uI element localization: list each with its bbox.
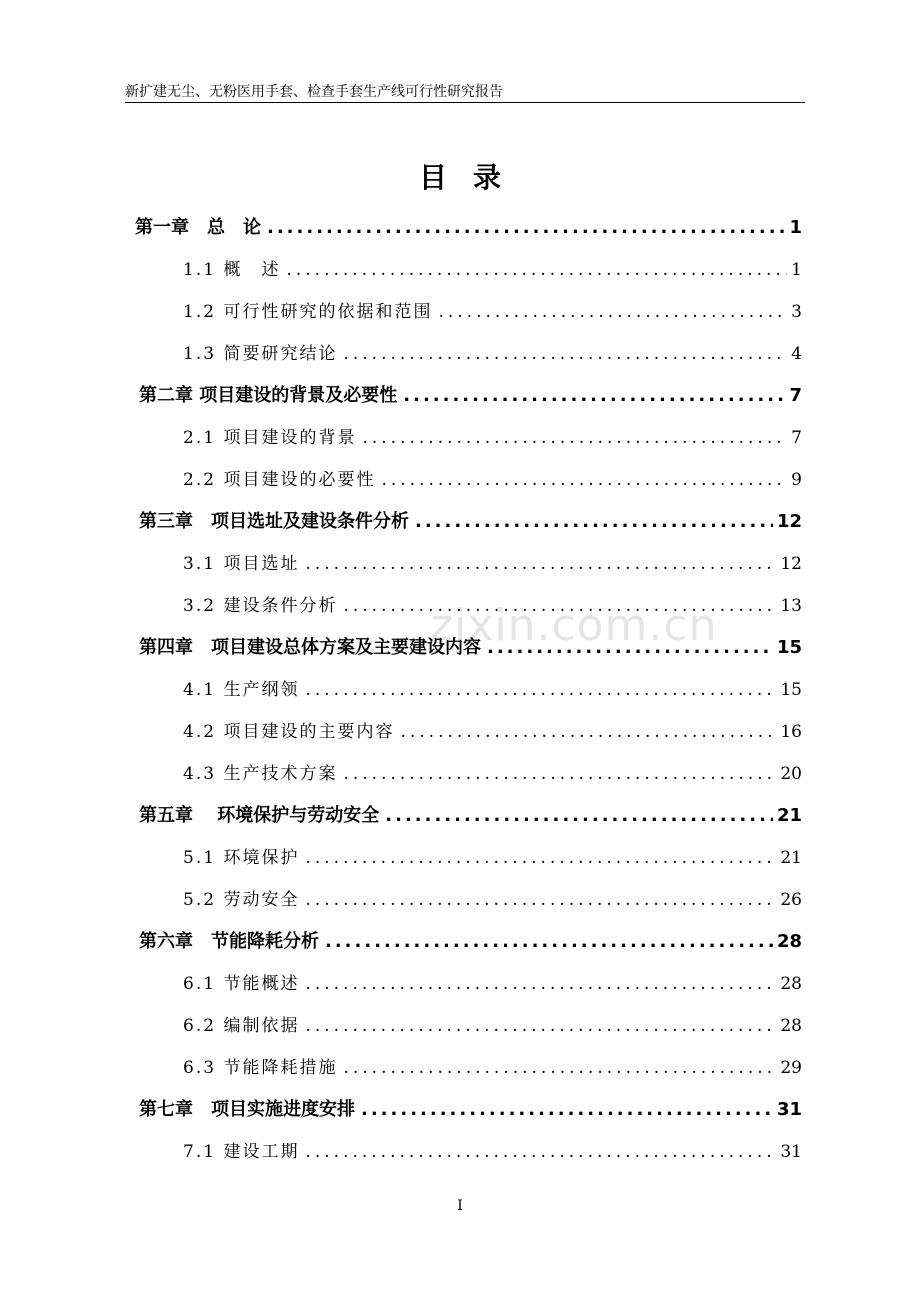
toc-entry-label: 6.1 节能概述 — [183, 974, 300, 994]
toc-entry-label: 6.2 编制依据 — [183, 1016, 300, 1036]
toc-entry[interactable] — [139, 927, 802, 957]
toc-leader-dots — [305, 1011, 776, 1041]
toc-entry-label: 第五章 环境保护与劳动安全 — [139, 805, 380, 826]
toc-entry-label: 5.1 环境保护 — [183, 848, 300, 868]
toc-leader-dots — [438, 297, 787, 327]
toc-entry-page: 7 — [789, 385, 802, 406]
toc-entry-page: 12 — [776, 511, 802, 532]
toc-leader-dots — [343, 339, 787, 369]
toc-entry-page: 15 — [780, 680, 802, 700]
toc-entry-page: 26 — [780, 890, 802, 910]
toc-entry[interactable] — [183, 1137, 802, 1167]
toc-leader-dots — [361, 1095, 773, 1125]
toc-leader-dots — [362, 423, 787, 453]
toc-entry-label: 第二章 项目建设的背景及必要性 — [139, 385, 398, 406]
toc-entry-label: 4.3 生产技术方案 — [183, 764, 338, 784]
toc-leader-dots — [400, 717, 776, 747]
toc-entry-label: 1.3 简要研究结论 — [183, 344, 338, 364]
toc-entry-page: 13 — [780, 596, 802, 616]
toc-leader-dots — [267, 213, 785, 243]
toc-entry-page: 9 — [791, 470, 802, 490]
toc-entry[interactable] — [183, 1053, 802, 1083]
toc-entry-page: 21 — [780, 848, 802, 868]
toc-entry-label: 第七章 项目实施进度安排 — [139, 1099, 355, 1120]
toc-leader-dots — [305, 843, 776, 873]
toc-entry-page: 29 — [780, 1058, 802, 1078]
toc-leader-dots — [343, 759, 776, 789]
toc-entry[interactable] — [183, 423, 802, 453]
toc-entry-page: 16 — [780, 722, 802, 742]
toc-entry-label: 2.2 项目建设的必要性 — [183, 470, 376, 490]
toc-entry[interactable] — [183, 297, 802, 327]
toc-entry[interactable] — [135, 213, 802, 243]
toc-entry-page: 31 — [776, 1099, 802, 1120]
toc-leader-dots — [487, 633, 773, 663]
toc-entry[interactable] — [183, 759, 802, 789]
toc-leader-dots — [305, 1137, 776, 1167]
toc-entry-label: 5.2 劳动安全 — [183, 890, 300, 910]
toc-entry-page: 7 — [791, 428, 802, 448]
toc-entry-label: 4.2 项目建设的主要内容 — [183, 722, 395, 742]
toc-leader-dots — [286, 255, 787, 285]
toc-entry[interactable] — [139, 633, 802, 663]
toc-entry-label: 6.3 节能降耗措施 — [183, 1058, 338, 1078]
toc-entry-page: 1 — [789, 217, 802, 238]
toc-leader-dots — [343, 591, 776, 621]
toc-entry-page: 15 — [776, 637, 802, 658]
page-number: I — [457, 1198, 463, 1214]
toc-leader-dots — [415, 507, 773, 537]
toc-leader-dots — [343, 1053, 776, 1083]
toc-entry-page: 28 — [776, 931, 802, 952]
toc-entry[interactable] — [183, 969, 802, 999]
toc-entry-label: 2.1 项目建设的背景 — [183, 428, 357, 448]
toc-entry-page: 28 — [780, 974, 802, 994]
toc-leader-dots — [403, 381, 785, 411]
toc-entry-page: 3 — [791, 302, 802, 322]
toc-entry-page: 20 — [780, 764, 802, 784]
toc-entry[interactable] — [183, 675, 802, 705]
toc-entry[interactable] — [183, 1011, 802, 1041]
toc-entry-label: 3.2 建设条件分析 — [183, 596, 338, 616]
toc-entry-label: 1.1 概 述 — [183, 260, 281, 280]
toc-entry[interactable] — [183, 465, 802, 495]
toc-entry[interactable] — [139, 507, 802, 537]
toc-entry-page: 1 — [791, 260, 802, 280]
toc-entry[interactable] — [183, 843, 802, 873]
toc-leader-dots — [381, 465, 787, 495]
toc-entry-page: 21 — [776, 805, 802, 826]
toc-entry-page: 12 — [780, 554, 802, 574]
toc-leader-dots — [305, 549, 776, 579]
toc-entry-page: 28 — [780, 1016, 802, 1036]
toc-entry-label: 第三章 项目选址及建设条件分析 — [139, 511, 409, 532]
toc-leader-dots — [385, 801, 773, 831]
toc-entry-label: 1.2 可行性研究的依据和范围 — [183, 302, 433, 322]
toc-entry-label: 4.1 生产纲领 — [183, 680, 300, 700]
toc-entry[interactable] — [183, 255, 802, 285]
toc-leader-dots — [325, 927, 773, 957]
toc-entry-page: 4 — [791, 344, 802, 364]
toc-entry-label: 第六章 节能降耗分析 — [139, 931, 319, 952]
toc-entry[interactable] — [183, 717, 802, 747]
toc-entry-label: 7.1 建设工期 — [183, 1142, 300, 1162]
toc-entry[interactable] — [183, 885, 802, 915]
toc-leader-dots — [305, 969, 776, 999]
toc-entry-page: 31 — [780, 1142, 802, 1162]
toc-entry[interactable] — [183, 591, 802, 621]
toc-leader-dots — [305, 675, 776, 705]
toc-entry-label: 3.1 项目选址 — [183, 554, 300, 574]
toc-entry-label: 第四章 项目建设总体方案及主要建设内容 — [139, 637, 481, 658]
toc-entry[interactable] — [183, 549, 802, 579]
toc-entry[interactable] — [183, 339, 802, 369]
toc-entry-label: 第一章 总 论 — [135, 217, 261, 238]
toc-entry[interactable] — [139, 1095, 802, 1125]
toc-leader-dots — [305, 885, 776, 915]
header-rule — [125, 102, 805, 103]
running-header: 新扩建无尘、无粉医用手套、检查手套生产线可行性研究报告 — [125, 84, 503, 100]
watermark: zixin.com.cn — [430, 600, 718, 651]
toc-entry[interactable] — [139, 801, 802, 831]
page-title: 目录 — [418, 161, 527, 194]
toc-entry[interactable] — [139, 381, 802, 411]
